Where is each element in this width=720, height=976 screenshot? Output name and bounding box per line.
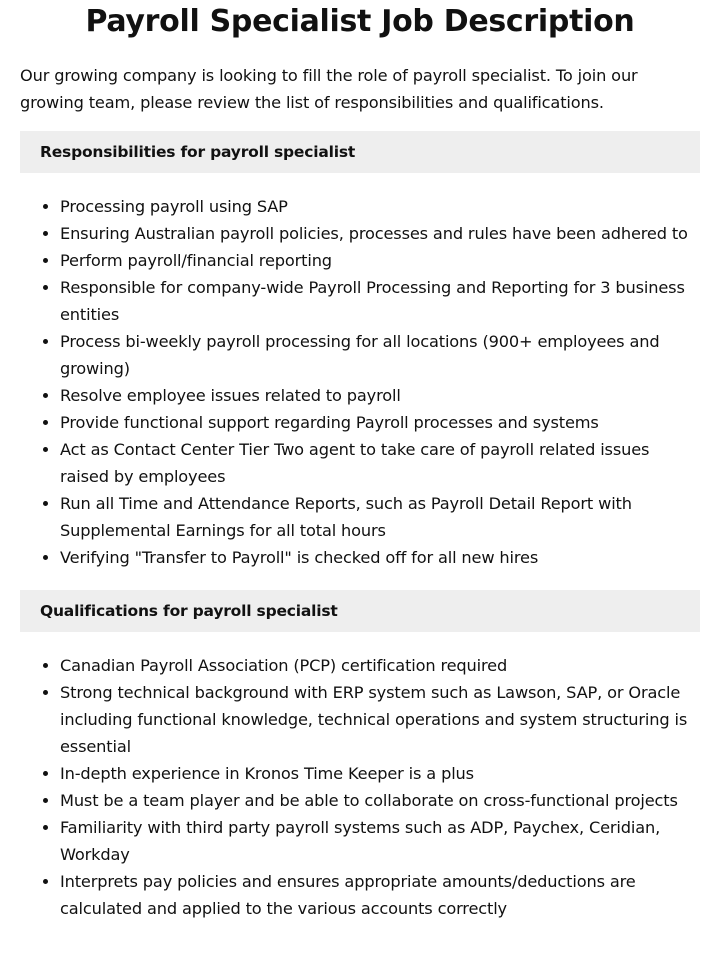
list-item: • Provide functional support regarding Payroll processes and systems xyxy=(60,409,700,436)
list-item: • In-depth experience in Kronos Time Keeper is a plus xyxy=(60,760,700,787)
page-title: Payroll Specialist Job Description xyxy=(85,4,635,39)
list-item: • Act as Contact Center Tier Two agent to take care of payroll related issues raised by employees xyxy=(60,436,700,490)
list-item: • Familiarity with third party payroll systems such as ADP, Paychex, Ceridian, Workday xyxy=(60,814,700,868)
list-item: • Canadian Payroll Association (PCP) certification required xyxy=(60,652,700,679)
qualifications-list xyxy=(20,652,700,922)
list-item: • Run all Time and Attendance Reports, such as Payroll Detail Report with Supplemental Earnings for all total hours xyxy=(60,490,700,544)
qualifications-heading: Qualifications for payroll specialist xyxy=(20,590,700,632)
list-item: • Processing payroll using SAP xyxy=(60,193,700,220)
list-item: • Verifying "Transfer to Payroll" is checked off for all new hires xyxy=(60,544,700,571)
list-item: • Responsible for company-wide Payroll Processing and Reporting for 3 business entities xyxy=(60,274,700,328)
list-item: • Must be a team player and be able to collaborate on cross-functional projects xyxy=(60,787,700,814)
responsibilities-heading: Responsibilities for payroll specialist xyxy=(20,131,700,173)
responsibilities-list xyxy=(20,193,700,571)
list-item: • Process bi-weekly payroll processing for all locations (900+ employees and growing) xyxy=(60,328,700,382)
list-item: • Perform payroll/financial reporting xyxy=(60,247,700,274)
list-item: • Resolve employee issues related to payroll xyxy=(60,382,700,409)
list-item: • Interprets pay policies and ensures appropriate amounts/deductions are calculated and applied to the various accounts correctly xyxy=(60,868,700,922)
list-item: • Strong technical background with ERP system such as Lawson, SAP, or Oracle including functional knowledge, technical operations and system structuring is essential xyxy=(60,679,700,760)
list-item: • Ensuring Australian payroll policies, processes and rules have been adhered to xyxy=(60,220,700,247)
intro-paragraph: Our growing company is looking to fill the role of payroll specialist. To join our growing team, please review the list of responsibilities and qualifications. xyxy=(20,66,638,112)
